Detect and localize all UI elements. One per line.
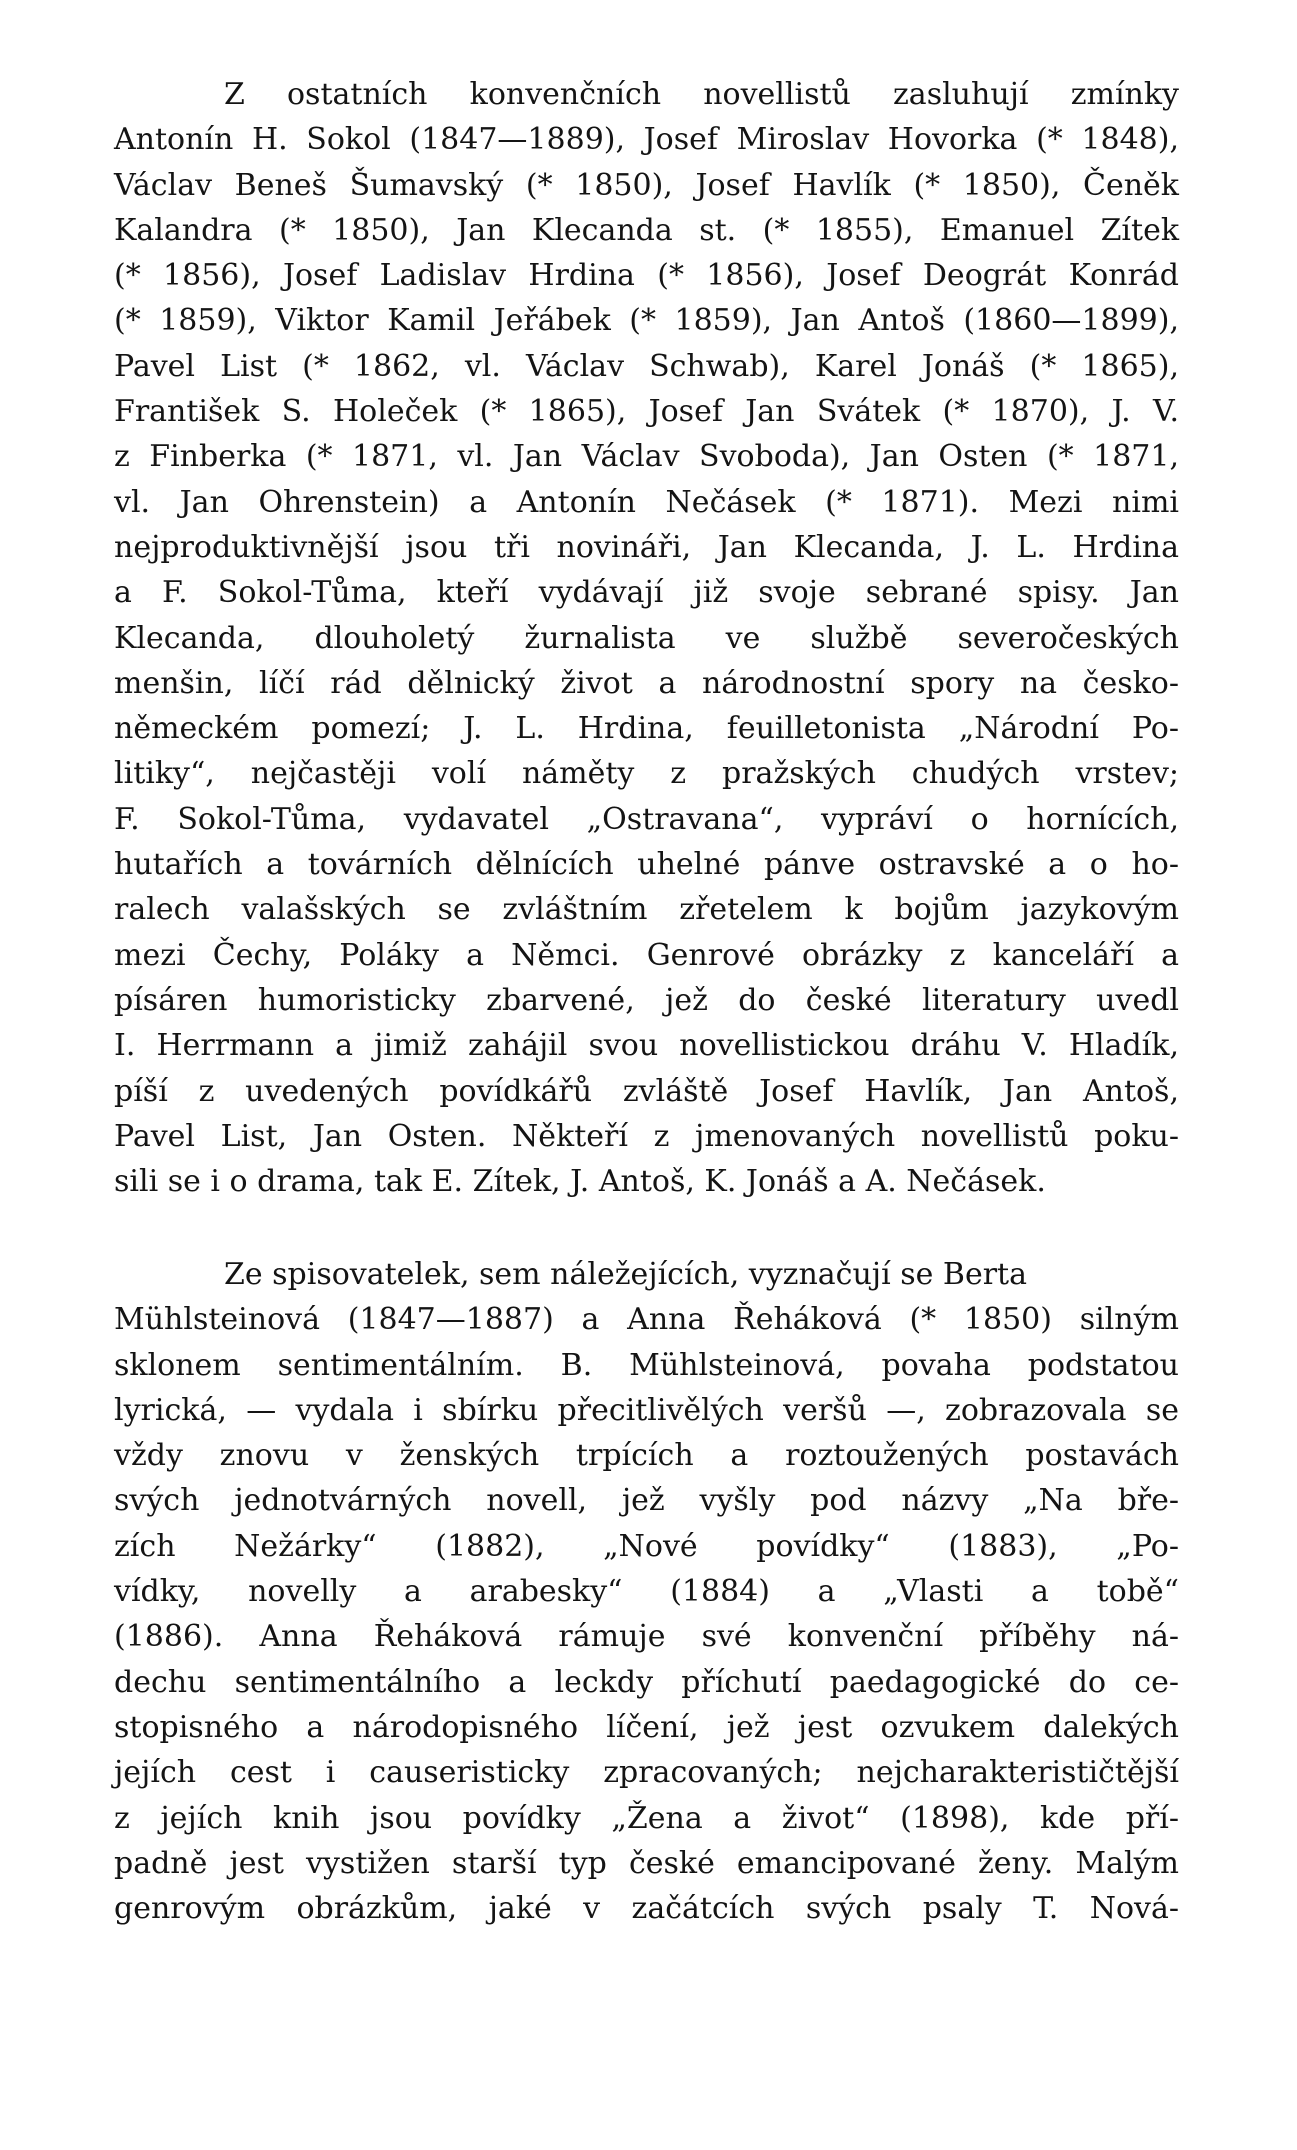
text-line: vl. Jan Ohrenstein) a Antonín Nečásek (* 1871). Mezi nimi — [114, 484, 1179, 520]
text-line: německém pomezí; J. L. Hrdina, feuilletonista „Národní Po- — [114, 711, 1179, 747]
text-line: vždy znovu v ženských trpících a roztoužených postavách — [114, 1438, 1179, 1474]
text-line: (1886). Anna Řeháková rámuje své konvenční příběhy ná- — [114, 1619, 1179, 1655]
text-line: menšin, líčí rád dělnický život a národnostní spory na česko- — [114, 665, 1179, 701]
text-line: Václav Beneš Šumavský (* 1850), Josef Havlík (* 1850), Čeněk — [114, 167, 1179, 203]
text-line: píší z uvedených povídkářů zvláště Josef Havlík, Jan Antoš, — [114, 1073, 1179, 1109]
text-line: Z ostatních konvenčních novellistů zasluhují zmínky — [224, 77, 1179, 112]
text-line: z jejích knih jsou povídky „Žena a život“ (1898), kde pří- — [114, 1800, 1179, 1836]
text-line: ralech valašských se zvláštním zřetelem k bojům jazykovým — [114, 892, 1179, 928]
text-line: stopisného a národopisného líčení, jež jest ozvukem dalekých — [114, 1709, 1179, 1745]
text-line: nejproduktivnější jsou tři novináři, Jan Klecanda, J. L. Hrdina — [114, 529, 1179, 565]
text-line: Mühlsteinová (1847—1887) a Anna Řeháková (* 1850) silným — [114, 1302, 1179, 1338]
text-line: Pavel List (* 1862, vl. Václav Schwab), Karel Jonáš (* 1865), — [114, 348, 1179, 384]
text-line: vídky, novelly a arabesky“ (1884) a „Vlasti a tobě“ — [114, 1574, 1179, 1610]
text-line: (* 1859), Viktor Kamil Jeřábek (* 1859), Jan Antoš (1860—1899), — [114, 303, 1179, 339]
paragraph-women-writers — [114, 1252, 1179, 1931]
text-line: jejích cest i causeristicky zpracovaných; nejcharakterističtější — [114, 1755, 1179, 1791]
text-line: lyrická, — vydala i sbírku přecitlivělých veršů —, zobrazovala se — [114, 1392, 1179, 1428]
text-line: a F. Sokol-Tůma, kteří vydávají již svoje sebrané spisy. Jan — [114, 575, 1179, 611]
text-line: genrovým obrázkům, jaké v začátcích svých psaly T. Nová- — [114, 1891, 1179, 1927]
text-line: (* 1856), Josef Ladislav Hrdina (* 1856), Josef Deográt Konrád — [114, 258, 1179, 294]
paragraph-novelists — [114, 72, 1179, 1204]
text-line: písáren humoristicky zbarvené, jež do české literatury uvedl — [114, 982, 1179, 1018]
text-line: František S. Holeček (* 1865), Josef Jan Svátek (* 1870), J. V. — [114, 394, 1179, 430]
text-line: z Finberka (* 1871, vl. Jan Václav Svoboda), Jan Osten (* 1871, — [114, 439, 1179, 475]
text-line: litiky“, nejčastěji volí náměty z pražských chudých vrstev; — [114, 756, 1179, 792]
text-line: dechu sentimentálního a leckdy příchutí paedagogické do ce- — [114, 1664, 1179, 1700]
text-line: F. Sokol-Tůma, vydavatel „Ostravana“, vypráví o hornících, — [114, 801, 1179, 837]
text-line: Pavel List, Jan Osten. Někteří z jmenovaných novellistů poku- — [114, 1118, 1179, 1154]
text-line: hutařích a továrních dělnících uhelné pánve ostravské a o ho- — [114, 847, 1179, 883]
text-line: padně jest vystižen starší typ české emancipované ženy. Malým — [114, 1845, 1179, 1881]
text-line: Klecanda, dlouholetý žurnalista ve službě severočeských — [114, 620, 1179, 656]
text-line: sili se i o drama, tak E. Zítek, J. Antoš, K. Jonáš a A. Nečásek. — [114, 1164, 1046, 1200]
text-line: sklonem sentimentálním. B. Mühlsteinová, povaha podstatou — [114, 1347, 1179, 1383]
text-line: zích Nežárky“ (1882), „Nové povídky“ (1883), „Po- — [114, 1528, 1179, 1564]
text-line: Kalandra (* 1850), Jan Klecanda st. (* 1855), Emanuel Zítek — [114, 212, 1179, 248]
text-line: I. Herrmann a jimiž zahájil svou novellistickou dráhu V. Hladík, — [114, 1028, 1179, 1064]
text-line: Ze spisovatelek, sem náležejících, vyznačují se Berta — [224, 1257, 1027, 1292]
text-line: mezi Čechy, Poláky a Němci. Genrové obrázky z kanceláří a — [114, 937, 1179, 973]
text-line: svých jednotvárných novell, jež vyšly pod názvy „Na bře- — [114, 1483, 1179, 1519]
text-line: Antonín H. Sokol (1847—1889), Josef Miroslav Hovorka (* 1848), — [114, 122, 1179, 158]
